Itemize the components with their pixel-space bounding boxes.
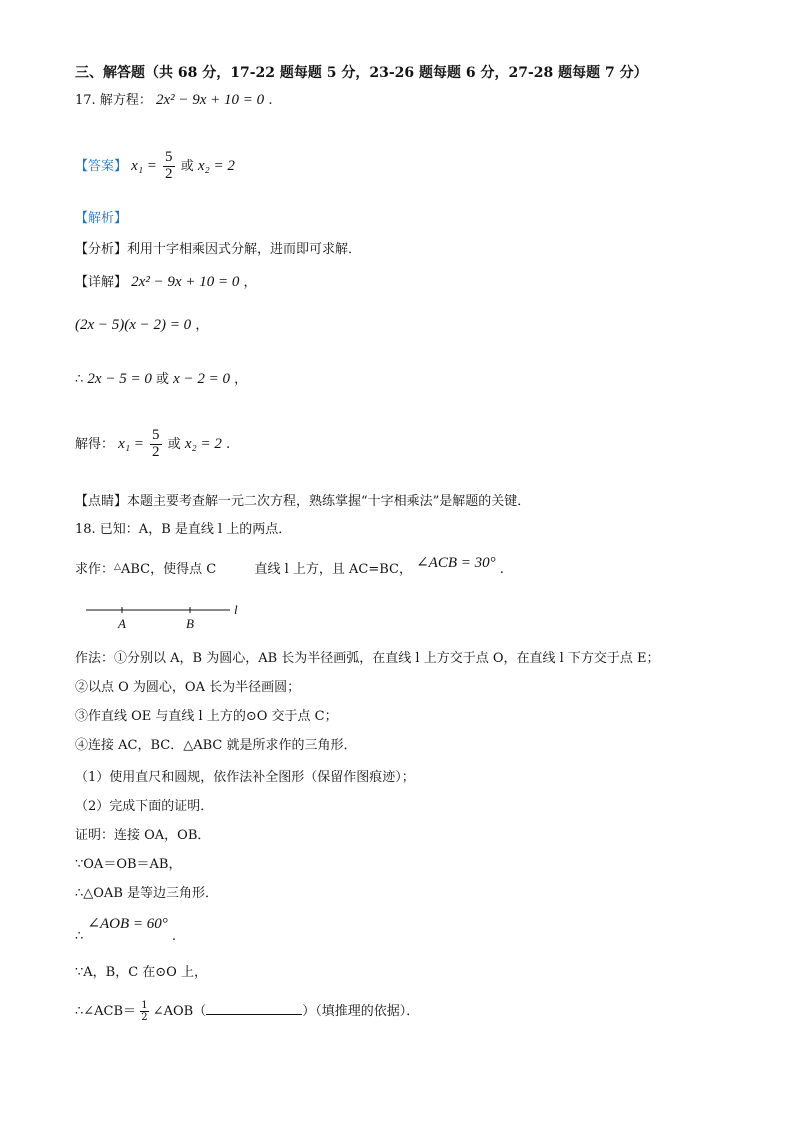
answer-x1: x₁ = xyxy=(131,157,157,174)
solution-x1: x₁ = xyxy=(118,435,144,452)
answer-tag: 【答案】 xyxy=(75,158,128,174)
proof-line6 xyxy=(75,1000,419,1023)
point-b-label: B xyxy=(186,616,194,631)
detail-step1: 2x² − 9x + 10 = 0 xyxy=(131,274,240,290)
detail-tag: 【详解】 xyxy=(75,275,128,290)
solution-numerator: 5 xyxy=(152,427,160,443)
detail-step3b: x − 2 = 0 xyxy=(173,371,231,387)
proof-line1: 证明：连接 OA，OB． xyxy=(75,828,211,843)
proof-line3: ∴△OAB 是等边三角形． xyxy=(75,886,219,901)
proof-line4 xyxy=(75,916,177,944)
q18-line1: 18. 已知：A，B 是直线 l 上的两点． xyxy=(75,522,292,537)
q17-solution xyxy=(75,428,230,461)
req-end: . xyxy=(499,562,504,577)
req-part-b: ABC，使得点 C xyxy=(120,562,217,577)
half-fraction xyxy=(140,1000,148,1023)
q17-prompt: 解方程： xyxy=(99,93,152,108)
q17-problem xyxy=(75,93,272,108)
answer-x2: x₂ = 2 xyxy=(197,157,235,174)
req-angle: ∠ACB = 30° xyxy=(416,555,496,571)
detail-step2-end: ， xyxy=(195,318,209,333)
solution-x2: x₂ = 2 xyxy=(184,435,222,452)
q17-step2 xyxy=(75,318,208,333)
q17-detail xyxy=(75,275,257,290)
solution-fraction xyxy=(150,428,162,461)
proof6-part-b: ∠AOB（ xyxy=(152,1004,207,1019)
proof-line2: ∵OA＝OB＝AB， xyxy=(75,857,182,872)
triangle-symbol: △ xyxy=(114,562,121,572)
solution-or: 或 xyxy=(167,436,181,452)
solve-label: 解得： xyxy=(75,436,115,452)
proof6-part-c: ）（填推理的依据）． xyxy=(302,1004,420,1019)
line-l-label: l xyxy=(234,602,238,617)
answer-numerator: 5 xyxy=(165,149,173,165)
q17-answer xyxy=(75,150,235,183)
q18-requirement xyxy=(75,556,504,576)
answer-or: 或 xyxy=(180,158,194,174)
detail-step3a: 2x − 5 = 0 xyxy=(87,371,152,387)
proof4-angle: ∠AOB = 60° xyxy=(87,916,168,932)
q17-number: 17. xyxy=(75,93,96,108)
half-denominator: 2 xyxy=(141,1012,148,1023)
therefore-symbol: ∴ xyxy=(75,372,84,387)
solution-denominator: 2 xyxy=(152,443,160,460)
q17-end: . xyxy=(268,93,273,108)
section-heading: 三、解答题（共 68 分，17-22 题每题 5 分，23-26 题每题 6 分，27-28 题每题 7 分） xyxy=(75,65,648,81)
point-a-label: A xyxy=(118,616,126,631)
proof4-therefore: ∴ xyxy=(75,929,84,944)
q17-equation: 2x² − 9x + 10 = 0 xyxy=(155,92,265,108)
detail-step3-end: ， xyxy=(234,372,248,387)
q17-step3 xyxy=(75,372,247,387)
q17-comment: 【点睛】本题主要考查解一元二次方程，熟练掌握“十字相乘法”是解题的关键． xyxy=(75,494,531,509)
analysis-tag: 【解析】 xyxy=(75,211,128,226)
method-step4: ④连接 AC，BC．△ABC 就是所求作的三角形． xyxy=(75,738,357,753)
detail-step3-or: 或 xyxy=(155,372,169,387)
line-figure xyxy=(80,600,260,634)
proof6-part-a: ∴∠ACB＝ xyxy=(75,1004,137,1019)
method-step1: 作法：①分别以 A，B 为圆心，AB 长为半径画弧，在直线 l 上方交于点 O，在直线 l 下方交于点 E； xyxy=(75,651,660,666)
part2: （2）完成下面的证明． xyxy=(75,799,214,814)
answer-blank[interactable] xyxy=(206,1004,302,1015)
method-step3: ③作直线 OE 与直线 l 上方的⊙O 交于点 C； xyxy=(75,709,338,724)
answer-denominator: 2 xyxy=(165,165,173,182)
method-step2: ②以点 O 为圆心，OA 长为半径画圆； xyxy=(75,680,301,695)
solution-end: . xyxy=(225,436,231,452)
detail-step2: (2x − 5)(x − 2) = 0 xyxy=(75,317,192,333)
part1: （1）使用直尺和圆规，依作法补全图形（保留作图痕迹）； xyxy=(75,770,415,785)
req-part-c: 直线 l 上方，且 AC=BC， xyxy=(254,562,412,577)
detail-step1-end: ， xyxy=(243,275,257,290)
proof4-end: . xyxy=(171,929,177,944)
req-label: 求作： xyxy=(75,562,115,577)
q17-fenxi: 【分析】利用十字相乘因式分解，进而即可求解． xyxy=(75,242,362,257)
answer-fraction xyxy=(163,150,175,183)
proof-line5: ∵A，B，C 在⊙O 上， xyxy=(75,965,207,980)
half-numerator: 1 xyxy=(141,1000,148,1011)
